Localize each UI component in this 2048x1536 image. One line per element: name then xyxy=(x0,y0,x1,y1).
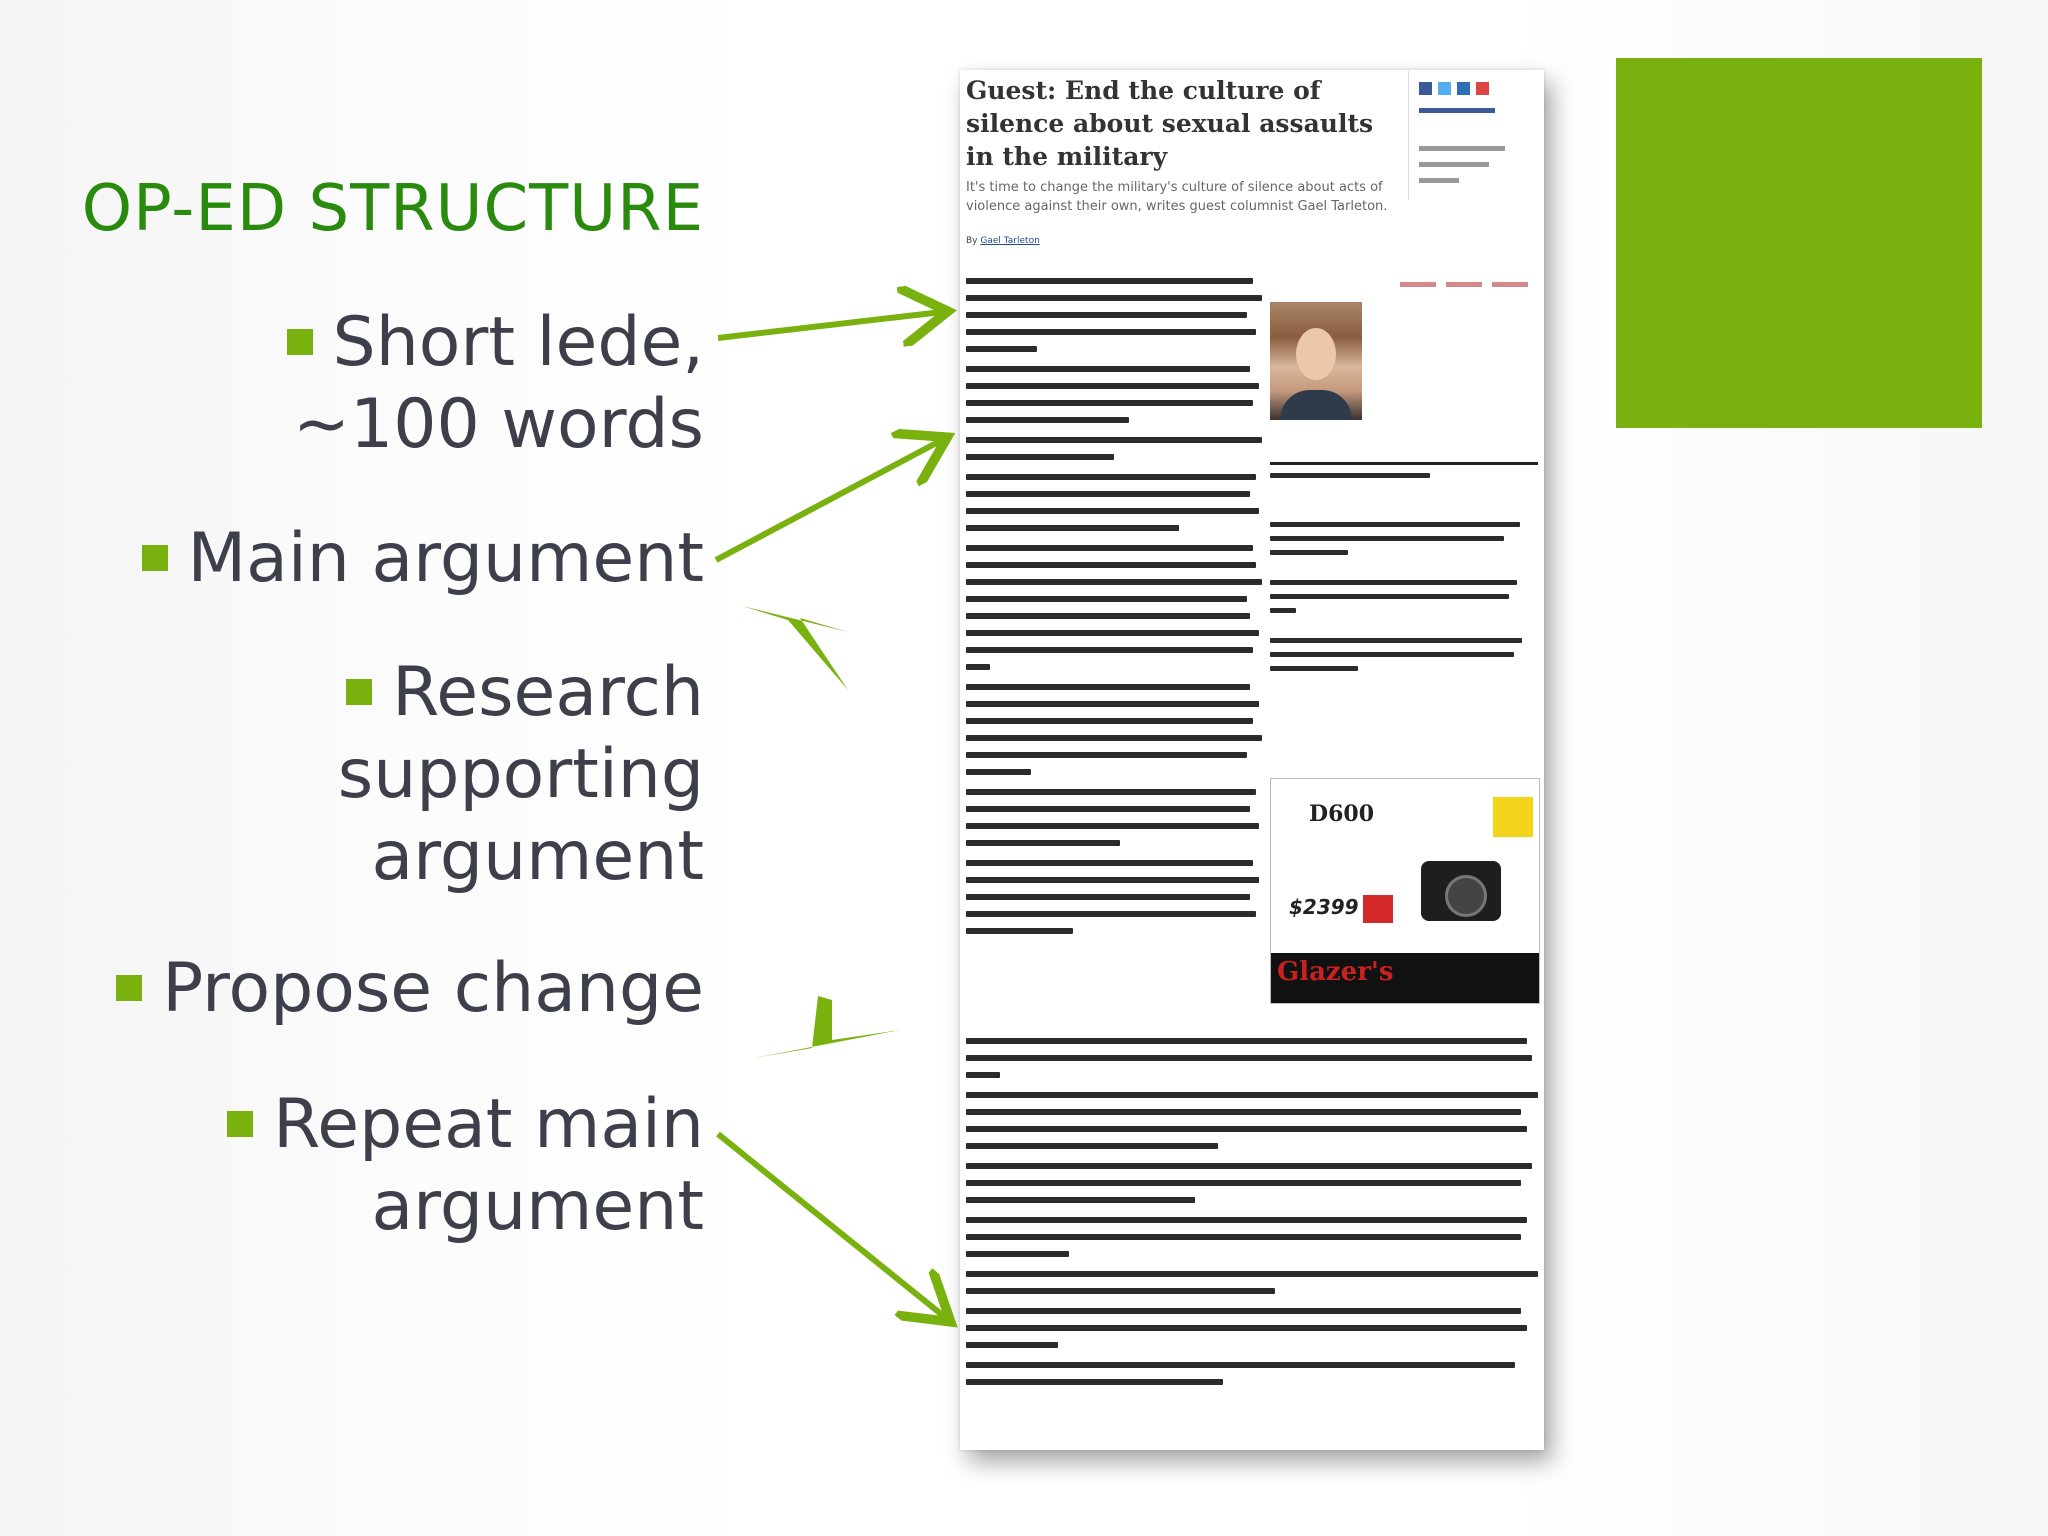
ad-badge xyxy=(1363,895,1393,923)
article-paragraph xyxy=(966,545,1262,670)
author-face xyxy=(1296,328,1336,380)
comment-item xyxy=(1270,638,1530,682)
bullet-short-lede xyxy=(84,302,704,466)
ad-price: $2399 xyxy=(1289,895,1359,919)
twitter-icon xyxy=(1438,82,1451,95)
bullet-text: Propose change xyxy=(162,949,704,1028)
bullet-square-icon xyxy=(142,545,168,571)
article-paragraph xyxy=(966,1092,1538,1149)
bullet-propose-change xyxy=(84,948,704,1030)
article-subhead: It's time to change the military's culture of silence about acts of violence against their own, writes guest columnist Gael Tarleton. xyxy=(966,180,1388,214)
most-popular-header xyxy=(1270,462,1538,478)
accent-block xyxy=(1616,58,1982,428)
article-paragraph xyxy=(966,789,1262,846)
bullet-square-icon xyxy=(227,1111,253,1137)
pinterest-icon xyxy=(1476,82,1489,95)
article-paragraph xyxy=(966,366,1262,423)
article-paragraph xyxy=(966,860,1262,934)
article-paragraph xyxy=(966,684,1262,775)
article-paragraph xyxy=(966,474,1262,531)
share-link-line xyxy=(1419,162,1489,167)
ad-footer xyxy=(1271,953,1539,1003)
camera-lens xyxy=(1445,875,1487,917)
bullet-text: Research supporting argument xyxy=(337,653,704,896)
article-screenshot xyxy=(960,70,1544,1450)
article-body-column xyxy=(966,278,1262,948)
camera-advertisement xyxy=(1270,778,1540,1004)
bullet-text: Short lede, ~100 words xyxy=(293,303,704,464)
author-photo xyxy=(1270,302,1362,420)
article-byline xyxy=(966,236,1040,246)
article-paragraph xyxy=(966,437,1262,460)
bullet-square-icon xyxy=(116,975,142,1001)
facebook-icon xyxy=(1419,82,1432,95)
bullet-square-icon xyxy=(346,679,372,705)
bullet-text: Main argument xyxy=(187,519,704,598)
article-body-full-width xyxy=(966,1038,1538,1399)
comment-item xyxy=(1270,580,1530,624)
article-paragraph xyxy=(966,278,1262,352)
bullet-repeat-argument xyxy=(84,1084,704,1248)
linkedin-icon xyxy=(1457,82,1470,95)
article-paragraph xyxy=(966,1217,1538,1257)
recommend-bar xyxy=(1419,108,1495,113)
bullet-main-argument xyxy=(84,518,704,600)
share-box xyxy=(1408,70,1529,200)
slide-title: OP-ED STRUCTURE xyxy=(81,172,704,246)
ad-brand-logo xyxy=(1493,797,1533,837)
bullet-text: Repeat main argument xyxy=(273,1085,704,1246)
sidebar-links xyxy=(1400,282,1528,287)
bullet-research xyxy=(284,652,704,898)
ad-model-text: D600 xyxy=(1309,801,1375,827)
article-paragraph xyxy=(966,1163,1538,1203)
article-paragraph xyxy=(966,1362,1538,1385)
share-icons xyxy=(1419,82,1489,95)
ad-store-logo: Glazer's xyxy=(1277,957,1394,987)
article-paragraph xyxy=(966,1308,1538,1348)
share-link-line xyxy=(1419,178,1459,183)
byline-prefix: By xyxy=(966,236,978,246)
author-shoulders xyxy=(1280,390,1352,420)
byline-name: Gael Tarleton xyxy=(980,236,1040,246)
article-headline: Guest: End the culture of silence about sexual assaults in the military xyxy=(966,76,1374,171)
comment-item xyxy=(1270,522,1530,566)
bullet-square-icon xyxy=(287,329,313,355)
article-paragraph xyxy=(966,1038,1538,1078)
share-link-line xyxy=(1419,146,1505,151)
camera-icon xyxy=(1421,861,1501,921)
article-paragraph xyxy=(966,1271,1538,1294)
